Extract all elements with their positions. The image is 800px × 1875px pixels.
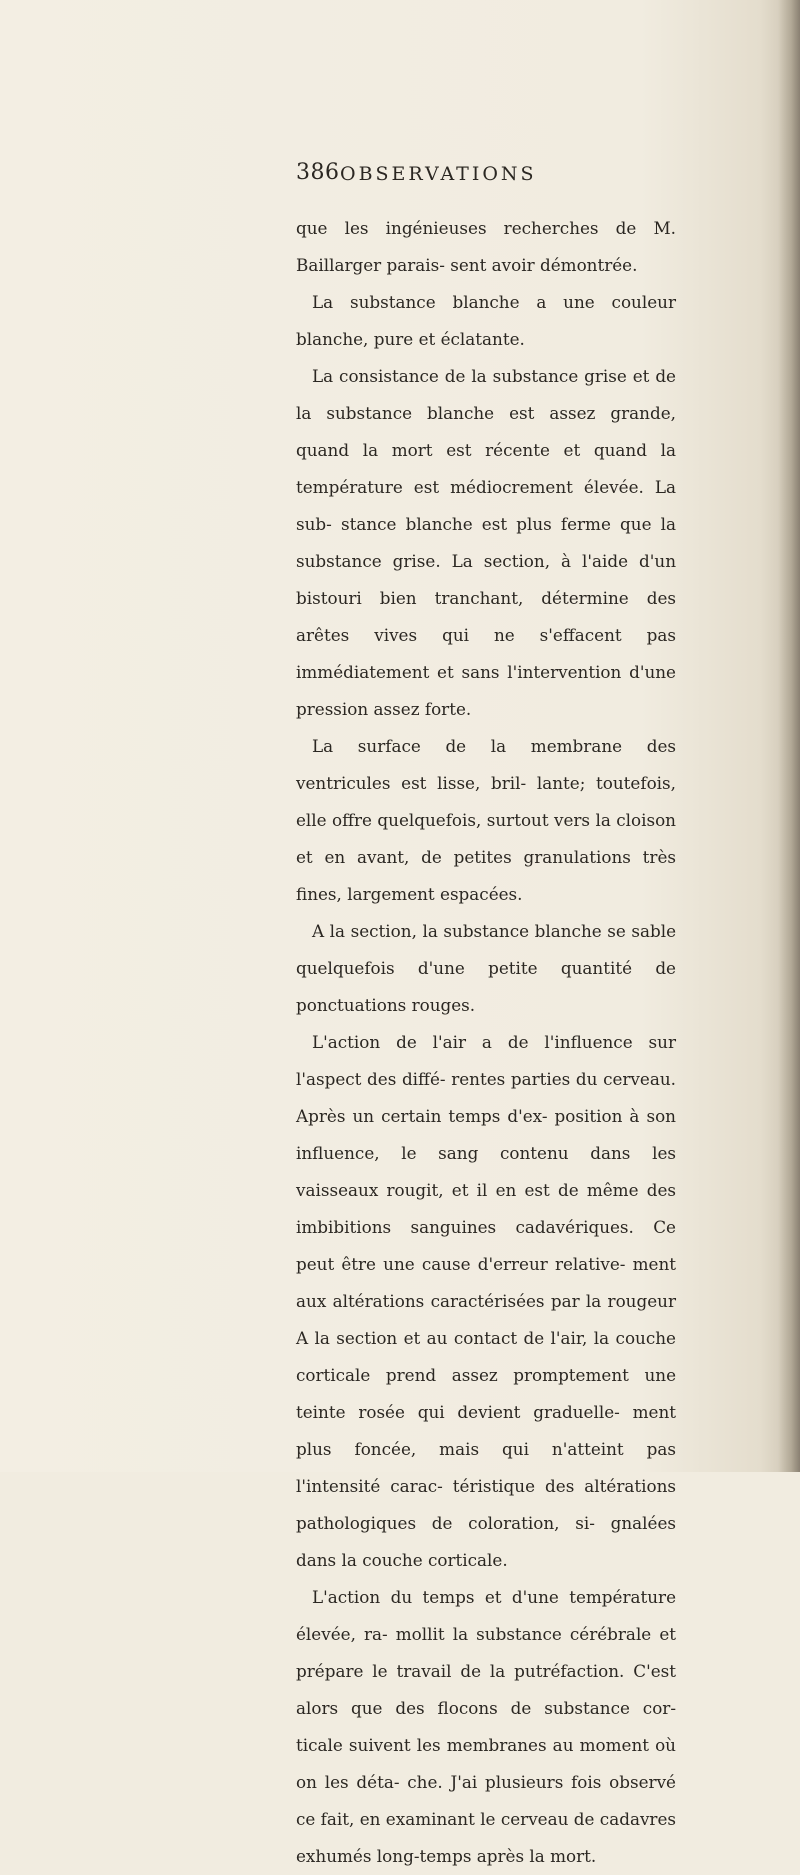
paragraph: que les ingénieuses recherches de M. Baillarger parais- sent avoir démontrée. [296,218,676,275]
paragraph: A la section, la substance blanche se sable quelquefois d'une petite quantité de ponctuations rouges. [296,921,676,1015]
paragraph: L'action du temps et d'une température élevée, ra- mollit la substance cérébrale et prépare le travail de la putréfaction. C'est alors que des flocons de substance cor- ticale suivent les membranes au moment où on les déta- che. J'ai plusieurs fois observé ce fait, en examinant le cerveau de cadavres exhumés long-temps après la mort. [296,1587,676,1866]
page-number: 386 [296,160,340,185]
paragraph: La consistance de la substance grise et de la substance blanche est assez grande, quand la mort est récente et quand la température est médiocrement élevée. La sub- stance blanche est plus ferme que la substance grise. La section, à l'aide d'un bistouri bien tranchant, détermine des arêtes vives qui ne s'effacent pas immédiatement et sans l'intervention d'une pression assez forte. [296,366,676,719]
running-title: OBSERVATIONS [340,163,537,185]
page-header [296,160,676,194]
page-edge-shadow [778,0,800,1472]
body-text [296,210,676,1875]
paragraph: L'action de l'air a de l'influence sur l'aspect des diffé- rentes parties du cerveau. Après un certain temps d'ex- position à son influence, le sang contenu dans les vaisseaux rougit, et il en est de même des imbibitions sanguines cadavériques. Ce peut être une cause d'erreur relative- ment aux altérations caractérisées par la rougeur A la section et au contact de l'air, la couche corticale prend assez promptement une teinte rosée qui devient graduelle- ment plus foncée, mais qui n'atteint pas l'intensité carac- téristique des altérations pathologiques de coloration, si- gnalées dans la couche corticale. [296,1032,676,1570]
paragraph: La substance blanche a une couleur blanche, pure et éclatante. [296,292,676,349]
paragraph: La surface de la membrane des ventricules est lisse, bril- lante; toutefois, elle offre quelquefois, surtout vers la cloison et en avant, de petites granulations très fines, largement espacées. [296,736,676,904]
